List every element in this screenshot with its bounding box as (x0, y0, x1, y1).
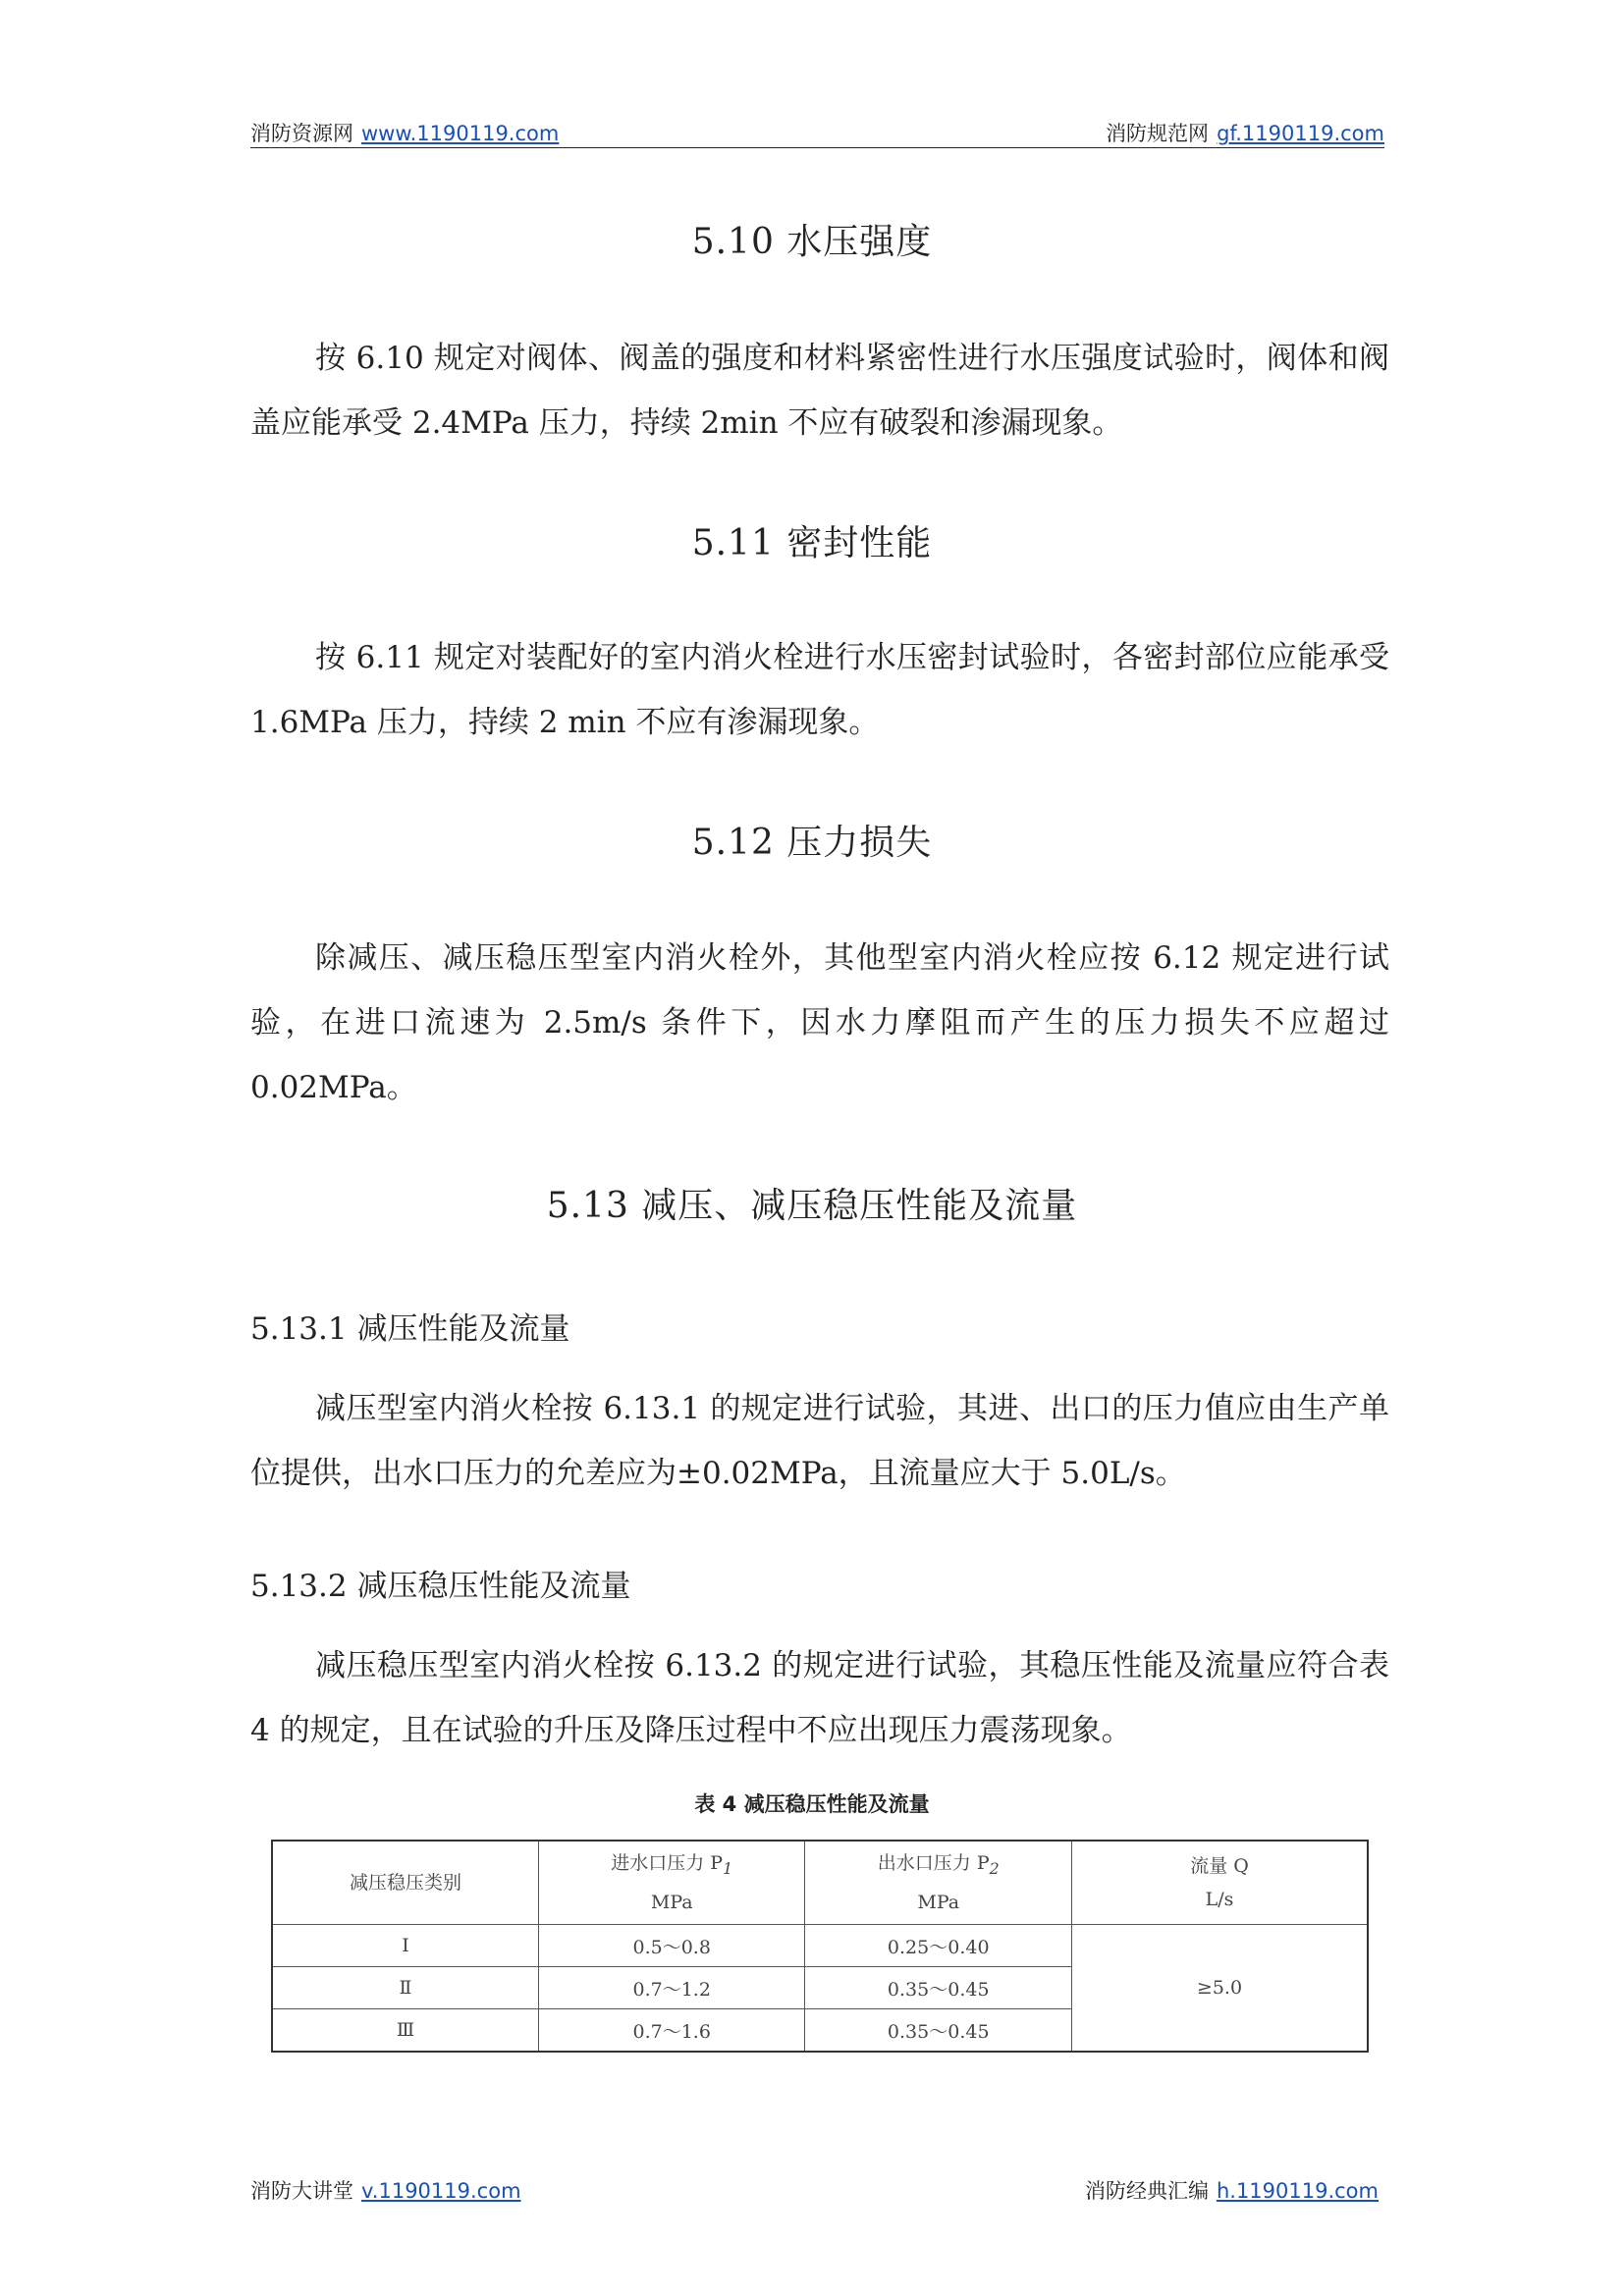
row-inlet: 0.5～0.8 (538, 1925, 805, 1967)
section-paragraph-5-10: 按 6.10 规定对阀体、阀盖的强度和材料紧密性进行水压强度试验时，阀体和阀盖应能承受 2.4MPa 压力，持续 2min 不应有破裂和渗漏现象。 (250, 341, 1389, 441)
section-heading-5-11: 5.11 密封性能 (691, 523, 933, 563)
subsection-title-5-13-1: 5.13.1 减压性能及流量 (250, 1311, 570, 1347)
header-outlet-subscript: 2 (989, 1858, 1000, 1878)
footer-left (250, 2175, 521, 2205)
header-left (250, 118, 559, 147)
footer-left-link[interactable]: v.1190119.com (361, 2179, 521, 2203)
section-heading-5-10: 5.10 水压强度 (691, 222, 933, 262)
table-caption: 表 4 减压稳压性能及流量 (694, 1792, 930, 1816)
table-4 (271, 1840, 1369, 2053)
header-right-link[interactable]: gf.1190119.com (1217, 122, 1384, 145)
row-outlet: 0.35～0.45 (805, 2009, 1072, 2053)
header-inlet-label: 进水口压力 P (611, 1852, 724, 1875)
page-footer (250, 2175, 1384, 2205)
footer-right (1085, 2175, 1379, 2205)
header-flow-unit: L/s (1205, 1889, 1234, 1910)
row-type: Ⅰ (272, 1925, 538, 1967)
row-inlet: 0.7～1.2 (538, 1967, 805, 2009)
footer-right-label: 消防经典汇编 (1084, 2179, 1209, 2203)
row-outlet: 0.25～0.40 (805, 1925, 1072, 1967)
table-header-row (272, 1841, 1368, 1925)
footer-left-label: 消防大讲堂 (250, 2179, 353, 2203)
section-heading-5-12: 5.12 压力损失 (691, 823, 933, 863)
header-outlet-label: 出水口压力 P (877, 1852, 990, 1875)
subsection-paragraph-5-13-2: 减压稳压型室内消火栓按 6.13.2 的规定进行试验，其稳压性能及流量应符合表 4 的规定，且在试验的升压及降压过程中不应出现压力震荡现象。 (250, 1648, 1389, 1748)
header-flow-label: 流量 Q (1190, 1855, 1249, 1877)
table-row (272, 1925, 1368, 1967)
header-flow (1072, 1841, 1369, 1925)
header-inlet-pressure (538, 1841, 805, 1925)
page-header (250, 118, 1384, 148)
section-paragraph-5-11: 按 6.11 规定对装配好的室内消火栓进行水压密封试验时，各密封部位应能承受 1.6MPa 压力，持续 2 min 不应有渗漏现象。 (250, 640, 1389, 740)
flow-value: ≥5.0 (1072, 1925, 1369, 2053)
header-inlet-subscript: 1 (723, 1858, 733, 1878)
subsection-title-5-13-2: 5.13.2 减压稳压性能及流量 (250, 1569, 631, 1604)
row-type: Ⅲ (272, 2009, 538, 2053)
row-outlet: 0.35～0.45 (805, 1967, 1072, 2009)
header-right (1106, 118, 1384, 147)
header-right-label: 消防规范网 (1106, 122, 1210, 145)
header-left-link[interactable]: www.1190119.com (361, 122, 560, 145)
section-paragraph-5-12: 除减压、减压稳压型室内消火栓外，其他型室内消火栓应按 6.12 规定进行试验，在进口流速为 2.5m/s 条件下，因水力摩阻而产生的压力损失不应超过 0.02MPa。 (250, 940, 1389, 1105)
section-heading-5-13: 5.13 减压、减压稳压性能及流量 (546, 1186, 1078, 1226)
header-category: 减压稳压类别 (272, 1841, 538, 1925)
row-inlet: 0.7～1.6 (538, 2009, 805, 2053)
header-outlet-pressure (805, 1841, 1072, 1925)
header-left-label: 消防资源网 (250, 122, 353, 145)
subsection-paragraph-5-13-1: 减压型室内消火栓按 6.13.1 的规定进行试验，其进、出口的压力值应由生产单位提供，出水口压力的允差应为±0.02MPa，且流量应大于 5.0L/s。 (250, 1391, 1389, 1491)
row-type: Ⅱ (272, 1967, 538, 2009)
header-outlet-unit: MPa (917, 1891, 960, 1913)
header-inlet-unit: MPa (650, 1891, 693, 1913)
footer-right-link[interactable]: h.1190119.com (1216, 2179, 1379, 2203)
